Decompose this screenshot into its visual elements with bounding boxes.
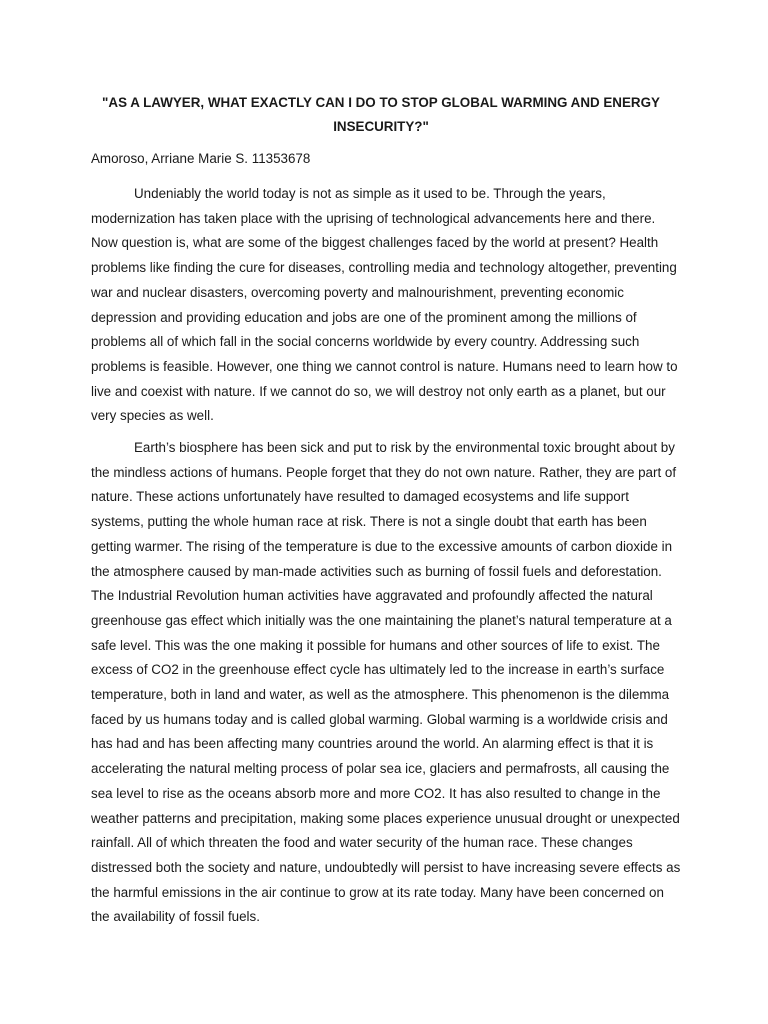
author-line: Amoroso, Arriane Marie S. 11353678 — [91, 151, 311, 166]
document-title: "AS A LAWYER, WHAT EXACTLY CAN I DO TO STOP GLOBAL WARMING AND ENERGY INSECURITY?" — [102, 95, 660, 135]
paragraph-1: Undeniably the world today is not as simple as it used to be. Through the years, modernization has taken place with the uprising of technological advancements here and there. Now question is, what are some of the biggest challenges faced by the world at present? Health problems like finding the cure for diseases, controlling media and technology altogether, preventing war and nuclear disasters, overcoming poverty and malnourishment, preventing economic depression and providing education and jobs are one of the prominent among the millions of problems all of which fall in the social concerns worldwide by every country. Addressing such problems is feasible. However, one thing we cannot control is nature. Humans need to learn how to live and coexist with nature. If we cannot do so, we will destroy not only earth as a planet, but our very species as well. — [91, 186, 678, 424]
paragraph-2: Earth’s biosphere has been sick and put to risk by the environmental toxic brought about by the mindless actions of humans. People forget that they do not own nature. Rather, they are part of nature. These actions unfortunately have resulted to damaged ecosystems and life support systems, putting the whole human race at risk. There is not a single doubt that earth has been getting warmer. The rising of the temperature is due to the excessive amounts of carbon dioxide in the atmosphere caused by man-made activities such as burning of fossil fuels and deforestation. The Industrial Revolution human activities have aggravated and profoundly affected the natural greenhouse gas effect which initially was the one maintaining the planet’s natural temperature at a safe level. This was the one making it possible for humans and other sources of life to exist. The excess of CO2 in the greenhouse effect cycle has ultimately led to the increase in earth’s surface temperature, both in land and water, as well as the atmosphere. This phenomenon is the dilemma faced by us humans today and is called global warming. Global warming is a worldwide crisis and has had and has been affecting many countries around the world. An alarming effect is that it is accelerating the natural melting process of polar sea ice, glaciers and permafrosts, all causing the sea level to rise as the oceans absorb more and more CO2. It has also resulted to change in the weather patterns and precipitation, making some places experience unusual drought or unexpected rainfall. All of which threaten the food and water security of the human race. These changes distressed both the society and nature, undoubtedly will persist to have increasing severe effects as the harmful emissions in the air continue to grow at its rate today. Many have been concerned on the availability of fossil fuels. — [91, 440, 681, 925]
